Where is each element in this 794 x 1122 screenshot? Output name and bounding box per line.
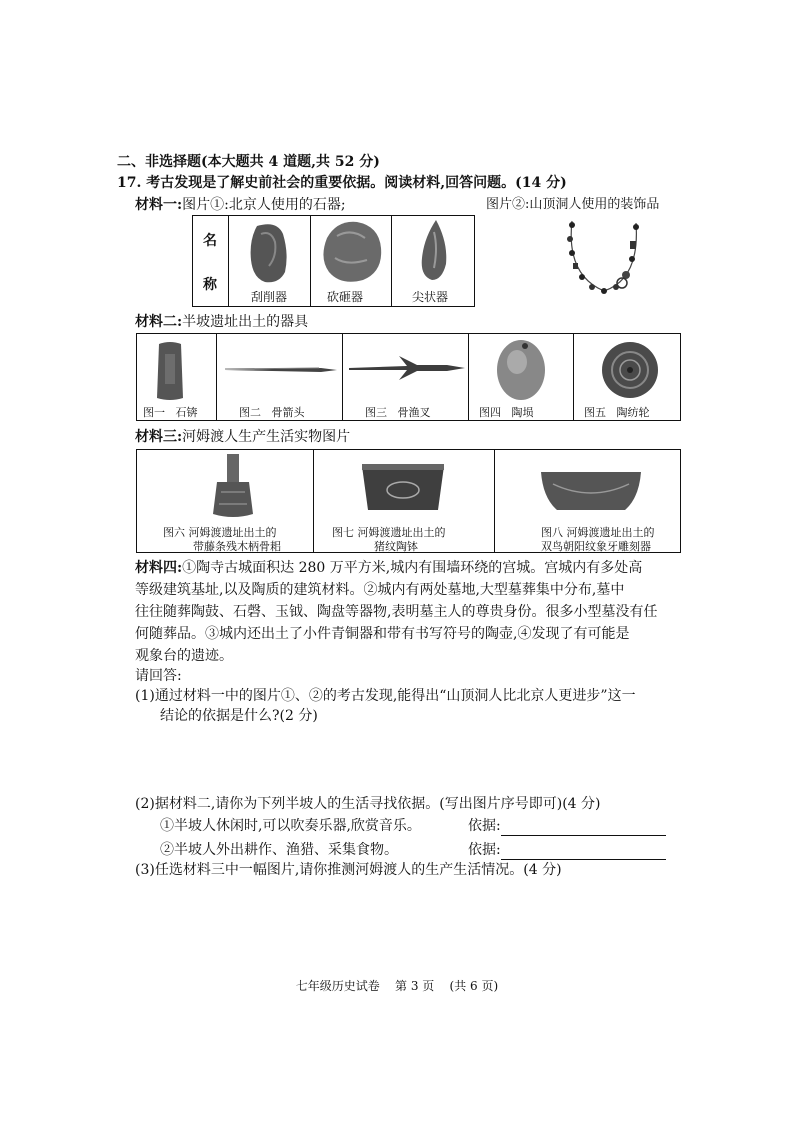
hemudu-items-table xyxy=(136,449,681,553)
material2-header xyxy=(135,312,308,332)
banpo-cell-arrow xyxy=(216,334,342,420)
material1-pic1-caption: 图片①:北京人使用的石器; xyxy=(182,197,346,213)
hemudu-cell-ivory xyxy=(494,450,680,552)
name-col-char2: 称 xyxy=(203,277,217,293)
hemudu-caption-ivory-line2: 双鸟朝阳纹象牙雕刻器 xyxy=(541,540,651,553)
answer-intro: 请回答: xyxy=(135,668,182,684)
q2-item2-answer-blank[interactable] xyxy=(501,845,666,860)
q2-item2-basis: 依据: xyxy=(468,840,666,860)
page-footer: 七年级历史试卷 第 3 页 (共 6 页) xyxy=(295,979,499,993)
banpo-cell-harpoon xyxy=(342,334,468,420)
material2-label: 材料二: xyxy=(135,314,183,330)
bone-si-image xyxy=(209,452,257,520)
tool-cell-point xyxy=(391,216,474,306)
hemudu-cell-bowl xyxy=(313,450,494,552)
hemudu-caption-bowl-line1: 图七 河姆渡遗址出土的 xyxy=(332,526,446,539)
tool-cell-scraper xyxy=(228,216,310,306)
banpo-cell-xun xyxy=(468,334,573,420)
material3-label: 材料三: xyxy=(135,429,183,445)
material2-text: 半坡遗址出土的器具 xyxy=(182,314,309,330)
hemudu-caption-si-line1: 图六 河姆渡遗址出土的 xyxy=(163,526,277,539)
material1-header xyxy=(135,195,346,215)
q2-item2: ②半坡人外出耕作、渔猎、采集食物。 xyxy=(160,842,398,858)
banpo-caption-spindle: 图五 陶纺轮 xyxy=(584,406,650,419)
material4-line1: 材料四:①陶寺古城面积达 280 万平方米,城内有围墙环绕的宫城。宫城内有多处高 xyxy=(135,560,643,576)
ivory-carving-image xyxy=(539,468,643,514)
q2-item1: ①半坡人休闲时,可以吹奏乐器,欣赏音乐。 xyxy=(160,818,421,834)
chopper-image xyxy=(317,218,385,286)
material4-label: 材料四: xyxy=(135,560,183,576)
banpo-caption-xun: 图四 陶埙 xyxy=(479,406,534,419)
material4-line4: 何随葬品。③城内还出土了小件青铜器和带有书写符号的陶壶,④发现了有可能是 xyxy=(135,626,630,642)
pottery-xun-image xyxy=(491,336,551,402)
material3-text: 河姆渡人生产生活实物图片 xyxy=(182,429,351,445)
tool-name-chopper: 砍砸器 xyxy=(327,290,364,304)
banpo-caption-harpoon: 图三 骨渔叉 xyxy=(365,406,431,419)
pig-bowl-image xyxy=(360,462,446,514)
stone-tools-table xyxy=(192,215,475,307)
q2-prompt: (2)据材料二,请你为下列半坡人的生活寻找依据。(写出图片序号即可)(4 分) xyxy=(135,796,601,812)
scraper-image xyxy=(243,220,293,286)
q2-item1-basis: 依据: xyxy=(468,816,666,836)
material1-pic2-caption: 图片②:山顶洞人使用的装饰品 xyxy=(486,197,660,212)
stone-adze-image xyxy=(153,340,187,402)
hemudu-caption-bowl-line2: 猪纹陶钵 xyxy=(374,540,418,553)
bone-harpoon-image xyxy=(347,352,467,382)
tool-name-scraper: 刮削器 xyxy=(251,290,288,304)
bone-arrow-image xyxy=(223,358,339,382)
material1-label: 材料一: xyxy=(135,197,183,213)
q1-line1: (1)通过材料一中的图片①、②的考古发现,能得出“山顶洞人比北京人更进步”这一 xyxy=(135,688,636,704)
material4-line3: 往往随葬陶鼓、石磬、玉钺、陶盘等器物,表明墓主人的尊贵身份。很多小型墓没有任 xyxy=(135,604,658,620)
q2-item1-answer-blank[interactable] xyxy=(501,821,666,836)
necklace-image xyxy=(560,215,650,300)
hemudu-cell-si xyxy=(137,450,313,552)
material4-line5: 观象台的遗迹。 xyxy=(135,648,233,664)
hemudu-caption-ivory-line1: 图八 河姆渡遗址出土的 xyxy=(541,526,655,539)
banpo-items-table xyxy=(136,333,681,421)
q1-line2: 结论的依据是什么?(2 分) xyxy=(160,708,318,724)
question-stem: 17. 考古发现是了解史前社会的重要依据。阅读材料,回答问题。(14 分) xyxy=(117,175,567,191)
material3-header xyxy=(135,427,350,447)
spindle-whorl-image xyxy=(600,340,660,400)
q3-prompt: (3)任选材料三中一幅图片,请你推测河姆渡人的生产生活情况。(4 分) xyxy=(135,862,562,878)
section-heading: 二、非选择题(本大题共 4 道题,共 52 分) xyxy=(117,154,380,170)
point-image xyxy=(416,218,452,284)
banpo-cell-spindle xyxy=(573,334,680,420)
banpo-caption-adze: 图一 石锛 xyxy=(143,406,198,419)
banpo-caption-arrow: 图二 骨箭头 xyxy=(239,406,305,419)
name-col-char1: 名 xyxy=(203,233,217,249)
tool-cell-chopper xyxy=(310,216,391,306)
material4-line2: 等级建筑基址,以及陶质的建筑材料。②城内有两处墓地,大型墓葬集中分布,墓中 xyxy=(135,582,625,598)
tool-name-point: 尖状器 xyxy=(412,290,449,304)
banpo-cell-adze xyxy=(137,334,216,420)
hemudu-caption-si-line2: 带藤条残木柄骨耜 xyxy=(193,540,281,553)
